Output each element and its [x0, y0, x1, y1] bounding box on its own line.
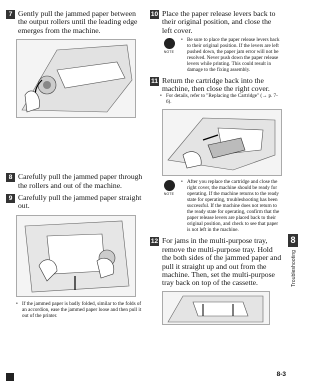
right-column — [150, 10, 282, 325]
step-number: 12 — [150, 238, 159, 246]
illustration-step-12 — [162, 291, 270, 325]
chapter-label: Troubleshooting — [291, 250, 297, 288]
step-10 — [150, 10, 282, 35]
illustration-step-7 — [16, 39, 136, 118]
step-text: Carefully pull the jammed paper through the rollers and out of the machine. — [18, 172, 143, 190]
printer-illustration — [17, 216, 135, 296]
step-text: Carefully pull the jammed paper straight out. — [18, 193, 142, 211]
step-11 — [150, 77, 282, 94]
step-11-bullet: • For details, refer to "Replacing the Cartridge" (→ p. 7-6). — [160, 94, 282, 106]
note-label: NOTE — [163, 192, 175, 197]
note-text: After you replace the cartridge and close the right cover, the machine should be ready for operating. If the machine returns to the ready state for operating, troubleshooting has been successful. If the machine does not return to the ready state for operating, confirm that the paper release levers are placed back to their original position, and check to see that paper is not left in the machine. — [187, 179, 280, 233]
step-8 — [6, 173, 143, 190]
chapter-tab — [287, 235, 300, 300]
note-text: Be sure to place the paper release levers back to their original position. If the levers are left pushed down, the paper jam error will not be resolved. Never push down the paper release levers while printing. This could result in damage to the fixing assembly. — [187, 37, 280, 73]
step-number: 9 — [6, 194, 15, 203]
note-label: NOTE — [163, 50, 175, 55]
page-number: 8-3 — [276, 371, 286, 378]
step-number: 11 — [151, 77, 158, 85]
chapter-number: 8 — [288, 234, 298, 247]
step-number: 8 — [6, 173, 15, 182]
step-number: 7 — [6, 10, 15, 19]
left-column — [6, 10, 143, 320]
step-9 — [6, 194, 143, 211]
step-text: Place the paper release levers back to their original position, and close the left cover. — [162, 9, 276, 35]
step-12 — [150, 237, 282, 287]
printer-illustration — [163, 292, 269, 324]
illustration-step-11 — [162, 109, 282, 176]
note-icon — [164, 180, 175, 191]
step-text: Gently pull the jammed paper between the output rollers until the leading edge emerges from the machine. — [18, 9, 138, 35]
step-9-bullet: • If the jammed paper is badly folded, similar to the folds of an accordion, ease the jammed paper loose and then pull it out of the printer. — [16, 300, 142, 319]
step-number: 10 — [150, 11, 159, 18]
bullet-text: For details, refer to "Replacing the Cartridge" (→ p. 7-6). — [166, 93, 278, 106]
illustration-step-9 — [16, 215, 136, 297]
printer-illustration — [163, 110, 281, 175]
corner-mark — [6, 373, 14, 381]
printer-illustration — [17, 40, 135, 117]
note-step-10: NOTE • Be sure to place the paper release levers back to their original position. If the levers are left pushed down, the paper jam error will not be resolved. Never push down the paper release levers while printing. This could result in damage to the fixing assembly. — [160, 38, 282, 73]
bullet-text: If the jammed paper is badly folded, similar to the folds of an accordion, ease the jammed paper loose and then pull it out of the printer. — [22, 300, 142, 319]
note-icon — [164, 38, 175, 49]
note-step-11: NOTE • After you replace the cartridge and close the right cover, the machine should be ready for operating. If the machine returns to the ready state for operating, troubleshooting has been successful. If the machine does not return to the ready state for operating, confirm that the paper release levers are placed back to their original position, and check to see that paper is not left in the machine. — [160, 180, 282, 233]
step-text: Return the cartridge back into the machine, then close the right cover. — [162, 75, 270, 94]
step-text: For jams in the multi-purpose tray, remove the multi-purpose tray. Hold the both sides of the jammed paper and pull it straight up and out from the machine. Then, set the multi-purpose tray back on top of the cassette. — [162, 236, 282, 288]
step-7 — [6, 10, 143, 35]
